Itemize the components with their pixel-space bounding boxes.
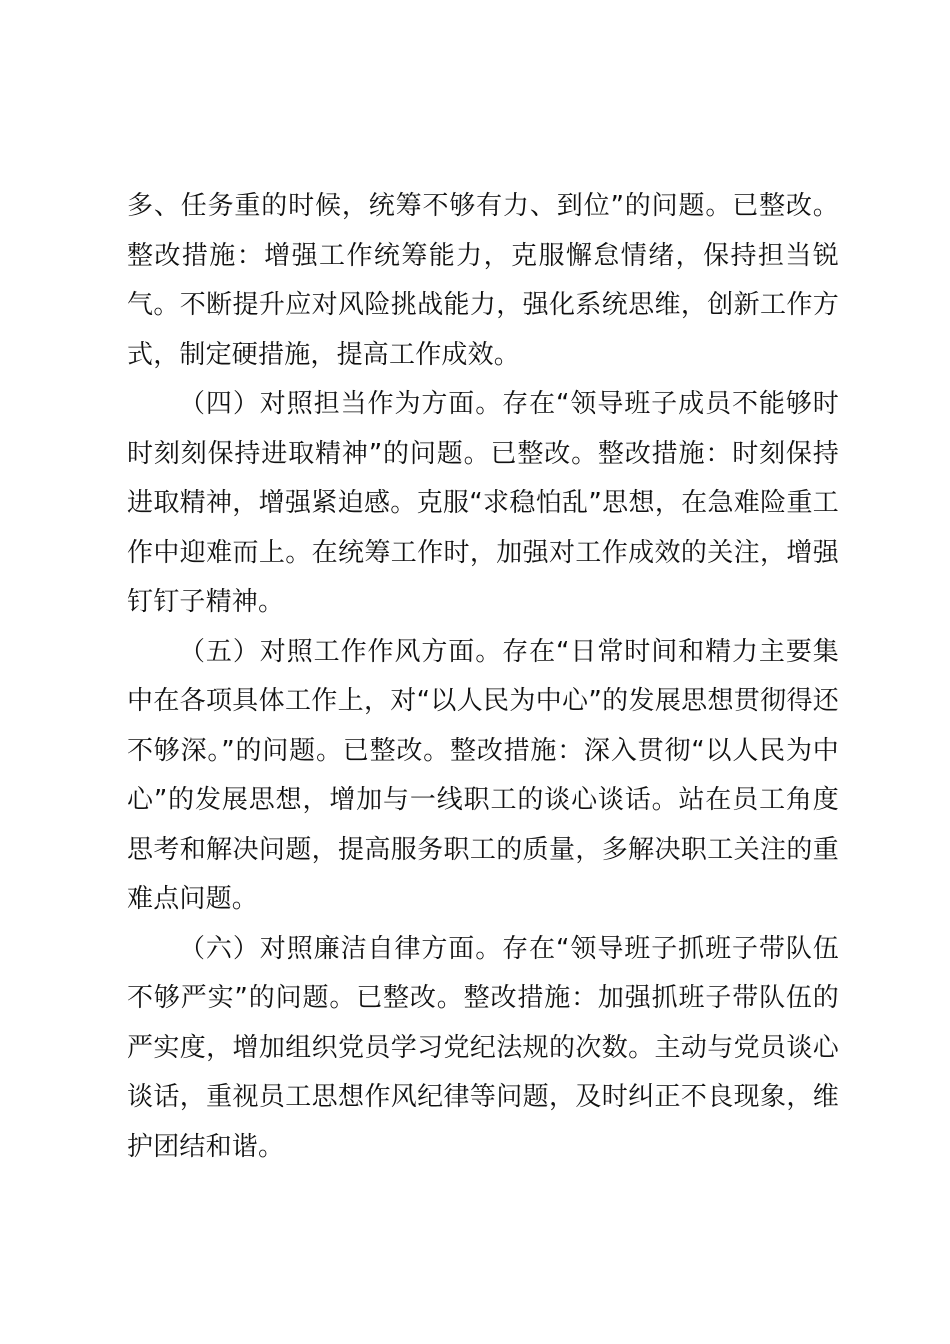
paragraph-section-6: （六）对照廉洁自律方面。存在“领导班子抓班子带队伍不够严实”的问题。已整改。整改措施：加强抓班子带队伍的严实度，增加组织党员学习党纪法规的次数。主动与党员谈心谈话，重视员工思想作风纪律等问题，及时纠正不良现象，维护团结和谐。 (127, 933, 839, 1162)
document-body (127, 182, 839, 1172)
paragraph-continuation: 多、任务重的时候，统筹不够有力、到位”的问题。已整改。整改措施：增强工作统筹能力，克服懈怠情绪，保持担当锐气。不断提升应对风险挑战能力，强化系统思维，创新工作方式，制定硬措施，提高工作成效。 (127, 191, 839, 370)
paragraph-section-5: （五）对照工作作风方面。存在“日常时间和精力主要集中在各项具体工作上，对“以人民为中心”的发展思想贯彻得还不够深。”的问题。已整改。整改措施：深入贯彻“以人民为中心”的发展思想，增加与一线职工的谈心谈话。站在员工角度思考和解决问题，提高服务职工的质量，多解决职工关注的重难点问题。 (127, 636, 839, 914)
paragraph-section-4: （四）对照担当作为方面。存在“领导班子成员不能够时时刻刻保持进取精神”的问题。已整改。整改措施：时刻保持进取精神，增强紧迫感。克服“求稳怕乱”思想，在急难险重工作中迎难而上。在统筹工作时，加强对工作成效的关注，增强钉钉子精神。 (127, 389, 839, 617)
